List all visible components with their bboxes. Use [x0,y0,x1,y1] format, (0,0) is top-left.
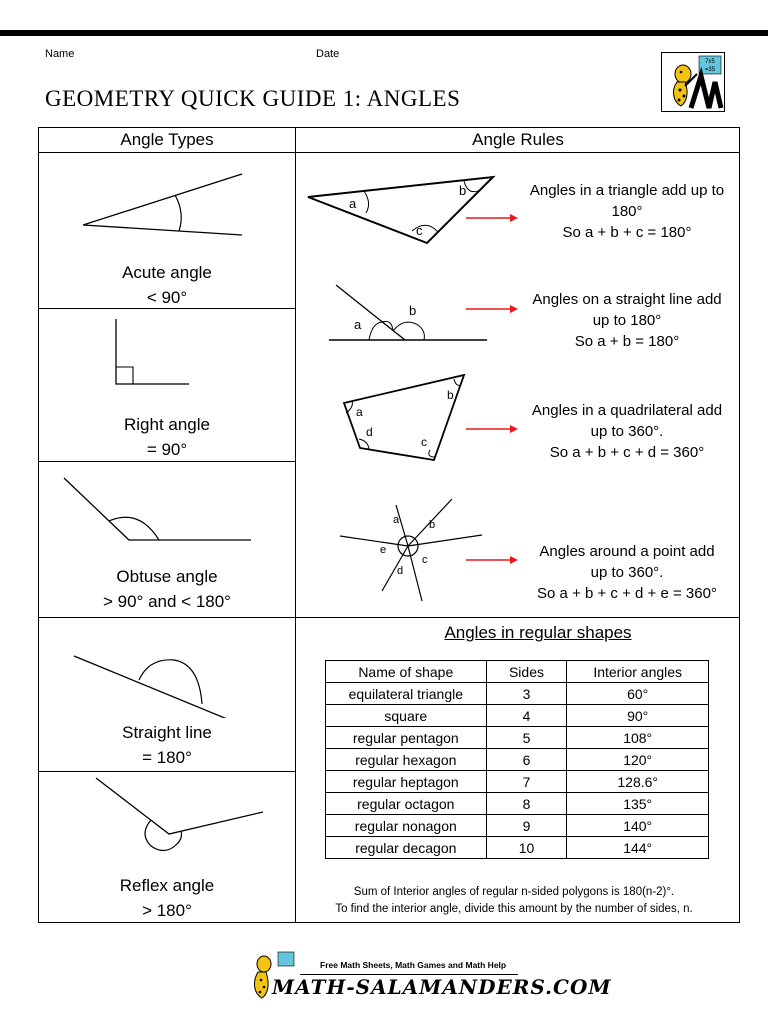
interior-angle-cell: 128.6° [567,771,709,793]
table-row [326,793,709,815]
rule-line: So a + b + c + d = 360° [549,444,705,461]
rule-text [516,180,738,243]
interior-angle-cell: 140° [567,815,709,837]
angle-type-caption [39,260,295,310]
angle-type-name: Right angle [123,415,210,434]
angles-guide-sheet [38,127,740,923]
rule-line: So a + b = 180° [574,333,680,350]
regular-shapes-table [325,660,709,859]
angle-type-measure: < 90° [146,288,188,307]
angle-type-measure: = 90° [146,440,188,459]
regular-shapes-title: Angles in regular shapes [444,623,632,642]
sides-cell: 9 [486,815,567,837]
angle-label: a [356,405,363,419]
angle-label: b [459,183,467,198]
angle-label: b [447,388,454,402]
angle-type-caption [39,412,295,462]
footer-brand: MATH-SALAMANDERS.COM [272,975,612,999]
shape-name-cell: regular pentagon [326,727,487,749]
angle-type-measure: > 90° and < 180° [103,592,231,611]
angle-type-caption [39,720,295,770]
rule-line: up to 360°. [590,564,664,581]
column-header: Name of shape [326,661,487,683]
angles-around-point-diagram [296,493,536,608]
sides-cell: 4 [486,705,567,727]
rule-line: up to 180° [592,312,662,329]
angle-type-name: Obtuse angle [116,567,218,586]
sides-cell: 3 [486,683,567,705]
table-row [326,815,709,837]
angle-type-name: Straight line [122,723,212,742]
triangle-rule-diagram [296,153,536,253]
interior-angle-cell: 108° [567,727,709,749]
table-row [326,771,709,793]
shape-name-cell: equilateral triangle [326,683,487,705]
quadrilateral-rule-diagram [296,363,536,468]
rule-line: Angles on a straight line add [532,291,722,308]
interior-angle-cell: 135° [567,793,709,815]
angle-label: d [397,565,404,577]
table-row [326,727,709,749]
shape-name-cell: regular octagon [326,793,487,815]
sides-cell: 8 [486,793,567,815]
shape-name-cell: square [326,705,487,727]
table-row [326,705,709,727]
angle-label: a [354,317,362,332]
shape-name-cell: regular heptagon [326,771,487,793]
sides-cell: 7 [486,771,567,793]
sides-cell: 6 [486,749,567,771]
interior-angle-cell: 144° [567,837,709,859]
rule-line: Angles in a quadrilateral add [531,402,723,419]
svg-text:7x5: 7x5 [705,59,715,65]
rule-text [516,541,738,604]
table-row [326,683,709,705]
straight-line-rule-diagram [296,273,536,353]
straight-line-diagram [39,618,295,718]
svg-text:=35: =35 [704,67,716,73]
rule-line: Angles around a point add [539,543,715,560]
reflex-angle-diagram [39,772,295,862]
obtuse-angle-diagram [39,462,295,557]
rule-text [516,400,738,463]
rule-line: Angles in a triangle add up to [529,182,725,199]
date-label: Date [316,48,340,60]
angle-type-measure: > 180° [142,901,192,920]
angle-label: c [421,435,427,449]
angle-type-name: Reflex angle [119,876,215,895]
rule-line: So a + b + c = 180° [562,224,692,241]
polygon-formula-note [291,884,737,918]
rule-line: So a + b + c + d + e = 360° [537,585,717,602]
sides-cell: 10 [486,837,567,859]
interior-angle-cell: 90° [567,705,709,727]
shape-name-cell: regular hexagon [326,749,487,771]
angle-label: a [393,514,400,526]
column-header: Sides [486,661,567,683]
rule-line: up to 360°. [590,423,664,440]
shape-name-cell: regular nonagon [326,815,487,837]
angle-label: b [429,519,436,531]
table-row [326,837,709,859]
table-header-row [326,661,709,683]
angle-label: c [422,554,428,566]
name-label: Name [45,48,75,60]
table-row [326,749,709,771]
interior-angle-cell: 120° [567,749,709,771]
angle-type-caption [39,873,295,923]
angle-label: b [409,303,417,318]
angle-label: c [416,223,423,238]
angle-label: a [349,196,357,211]
top-rule [0,30,768,36]
angle-type-name: Acute angle [122,263,212,282]
salamander-logo-icon [661,52,725,112]
footer-tagline: Free Math Sheets, Math Games and Math Help [320,960,507,970]
angle-label: d [366,425,373,439]
rule-text [516,289,738,352]
right-angle-diagram [39,309,295,404]
note-line: Sum of Interior angles of regular n-sided polygons is 180(n-2)°. [353,886,675,898]
note-line: To find the interior angle, divide this amount by the number of sides, n. [335,903,693,915]
angle-type-measure: = 180° [142,748,192,767]
angle-type-caption [39,564,295,614]
interior-angle-cell: 60° [567,683,709,705]
page-title: GEOMETRY QUICK GUIDE 1: ANGLES [45,86,461,111]
shape-name-cell: regular decagon [326,837,487,859]
rule-line: 180° [611,203,643,220]
sides-cell: 5 [486,727,567,749]
angle-label: e [380,544,387,556]
angle-types-heading: Angle Types [120,130,214,149]
column-header: Interior angles [567,661,709,683]
acute-angle-diagram [39,153,295,253]
angle-rules-heading: Angle Rules [472,130,564,149]
